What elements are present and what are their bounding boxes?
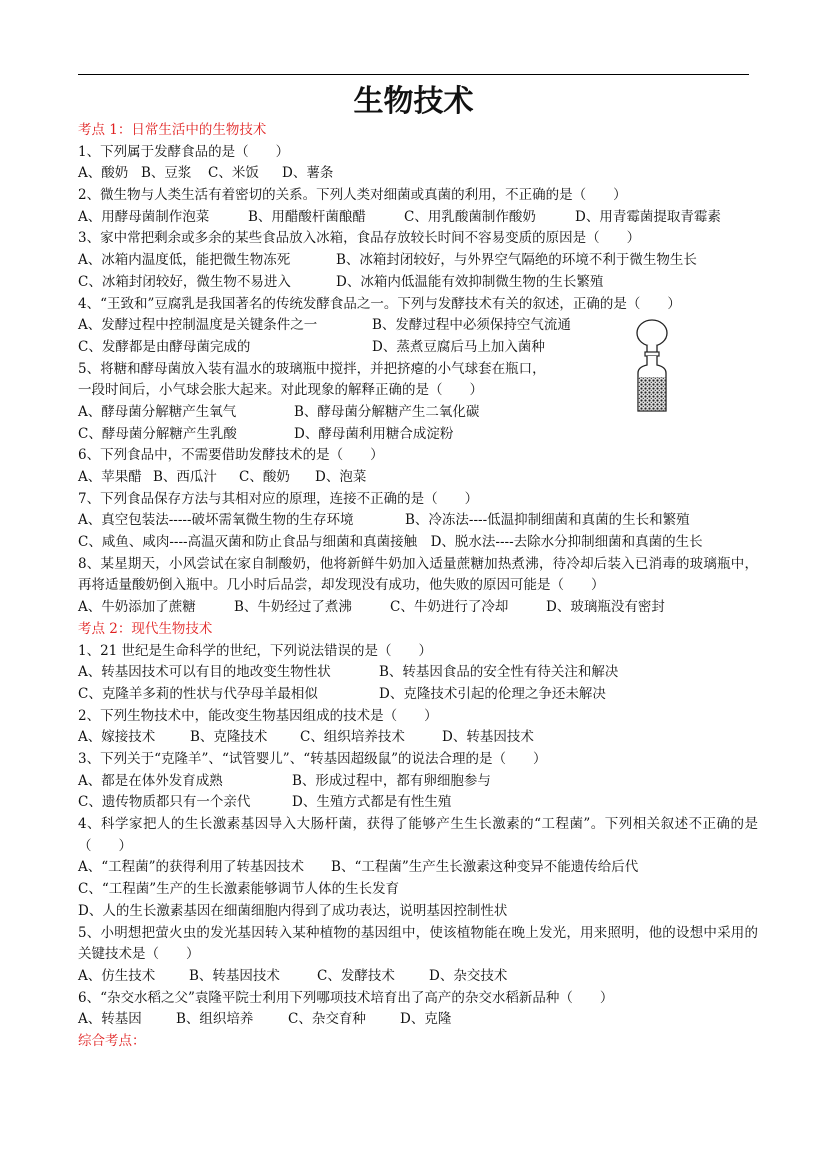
option: C、米饭: [208, 165, 259, 182]
option: A、用酵母菌制作泡菜: [78, 208, 210, 225]
option: D、克隆技术引起的伦理之争还未解决: [379, 685, 606, 702]
option: A、牛奶添加了蔗糖: [78, 599, 196, 616]
option: B、酵母菌分解糖产生二氧化碳: [294, 403, 480, 420]
option: D、克隆: [400, 1011, 452, 1028]
question-1-6: 6、下列食品中，不需要借助发酵技术的是（ ）: [78, 447, 384, 464]
option: D、冰箱内低温能有效抑制微生物的生长繁殖: [336, 273, 604, 290]
options-1-5a: [78, 402, 758, 424]
option: B、冷冻法----低温抑制细菌和真菌的生长和繁殖: [405, 512, 690, 529]
option: C、用乳酸菌制作酸奶: [404, 208, 536, 225]
option: A、嫁接技术: [78, 729, 156, 746]
page-title: 生物技术: [353, 84, 474, 119]
option: B、组织培养: [176, 1011, 254, 1028]
option: D、薯条: [282, 165, 334, 182]
options-1-7a: [78, 510, 758, 532]
question-1-4: 4、“王致和”豆腐乳是我国著名的传统发酵食品之一。下列与发酵技术有关的叙述，正确的是（ ）: [78, 295, 681, 312]
section-heading-3: 综合考点：: [78, 1032, 146, 1049]
option: B、豆浆: [141, 165, 192, 182]
option: C、组织培养技术: [300, 729, 405, 746]
option: C、冰箱封闭较好，微生物不易进入: [78, 273, 291, 290]
question-2-6: 6、“杂交水稻之父”袁隆平院士利用下列哪项技术培育出了高产的杂交水稻新品种（ ）: [78, 989, 614, 1006]
option: D、生殖方式都是有性生殖: [292, 794, 452, 811]
options-2-3a: [78, 771, 758, 793]
question-1-1: 1、下列属于发酵食品的是（ ）: [78, 143, 290, 160]
options-1-6: [78, 467, 758, 489]
options-2-6: [78, 1009, 758, 1031]
question-2-5: 5、小明想把萤火虫的发光基因转入某种植物的基因组中，使该植物能在晚上发光，用来照明，他的设想中采用的关键技术是（ ）: [78, 924, 758, 963]
section-heading-2: 考点 2：现代生物技术: [78, 620, 213, 637]
question-1-5-line1: 5、将糖和酵母菌放入装有温水的玻璃瓶中搅拌，并把挤瘪的小气球套在瓶口，: [78, 360, 546, 377]
options-1-1: [78, 163, 758, 185]
options-1-8: [78, 597, 758, 619]
option: D、蒸煮豆腐后马上加入菌种: [372, 338, 545, 355]
option: C、杂交育种: [288, 1011, 366, 1028]
question-1-8: 8、某星期天，小风尝试在家自制酸奶，他将新鲜牛奶加入适量蔗糖加热煮沸，待冷却后装入已消毒的玻璃瓶中，再将适量酸奶倒入瓶中。几小时后品尝，却发现没有成功，他失败的原因可能是（ ）: [78, 555, 758, 594]
options-2-4a: A、“工程菌”的获得利用了转基因技术 B、“工程菌”生产生长激素这种变异不能遗传给后代: [78, 859, 639, 876]
question-2-3: 3、下列关于“克隆羊”、“试管婴儿”、“转基因超级鼠”的说法合理的是（ ）: [78, 750, 547, 767]
option: A、酸奶: [78, 165, 129, 182]
option: A、都是在体外发育成熟: [78, 772, 223, 789]
options-1-5b: [78, 424, 758, 446]
option: B、发酵过程中必须保持空气流通: [372, 317, 571, 334]
option: C、牛奶进行了冷却: [390, 599, 509, 616]
question-1-2: 2、微生物与人类生活有着密切的关系。下列人类对细菌或真菌的利用，不正确的是（ ）: [78, 187, 627, 204]
option: A、苹果醋: [78, 469, 142, 485]
option: D、泡菜: [315, 469, 367, 485]
option: C、发酵技术: [317, 967, 395, 984]
option: C、酸奶: [239, 469, 290, 485]
options-1-4a: [78, 315, 758, 337]
options-2-3b: [78, 792, 758, 814]
options-2-5: [78, 966, 758, 988]
option: D、酵母菌利用糖合成淀粉: [294, 425, 454, 442]
document-body: [78, 120, 758, 1053]
option: A、转基因: [78, 1011, 142, 1028]
option: A、酵母菌分解糖产生氧气: [78, 403, 237, 420]
option: B、冰箱封闭较好，与外界空气隔绝的环境不利于微生物生长: [336, 252, 697, 269]
options-2-1b: [78, 684, 758, 706]
options-2-2: [78, 727, 758, 749]
question-1-5-line2: 一段时间后，小气球会胀大起来。对此现象的解释正确的是（ ）: [78, 382, 483, 399]
option: D、杂交技术: [429, 967, 508, 984]
options-1-7b: C、咸鱼、咸肉----高温灭菌和防止食品与细菌和真菌接触 D、脱水法----去除水分抑制细菌和真菌的生长: [78, 534, 703, 551]
option: A、冰箱内温度低，能把微生物冻死: [78, 252, 291, 269]
option: A、转基因技术可以有目的地改变生物性状: [78, 664, 331, 681]
option: B、转基因技术: [189, 967, 280, 984]
option: C、遗传物质都只有一个亲代: [78, 794, 251, 811]
option: A、真空包装法-----破坏需氧微生物的生存环境: [78, 512, 354, 529]
option: C、克隆羊多莉的性状与代孕母羊最相似: [78, 685, 318, 702]
option: B、用醋酸杆菌酿醋: [248, 208, 366, 225]
options-1-3a: [78, 250, 758, 272]
question-1-3: 3、家中常把剩余或多余的某些食品放入冰箱，食品存放较长时间不容易变质的原因是（ ）: [78, 230, 641, 247]
option: A、发酵过程中控制温度是关键条件之一: [78, 317, 318, 334]
options-1-3b: [78, 272, 758, 294]
option: D、用青霉菌提取青霉素: [575, 208, 721, 225]
question-1-7: 7、下列食品保存方法与其相对应的原理，连接不正确的是（ ）: [78, 490, 479, 507]
option: D、转基因技术: [442, 729, 534, 746]
option: C、发酵都是由酵母菌完成的: [78, 338, 251, 355]
option: B、牛奶经过了煮沸: [234, 599, 352, 616]
option: B、转基因食品的安全性有待关注和解决: [379, 664, 619, 681]
header-rule: [78, 74, 749, 75]
options-2-1a: [78, 662, 758, 684]
question-2-1: 1、21 世纪是生命科学的世纪，下列说法错误的是（ ）: [78, 642, 433, 659]
section-heading-1: 考点 1：日常生活中的生物技术: [78, 122, 267, 138]
option: A、仿生技术: [78, 967, 156, 984]
options-2-4d: D、人的生长激素基因在细菌细胞内得到了成功表达，说明基因控制性状: [78, 902, 508, 919]
question-2-4: 4、科学家把人的生长激素基因导入大肠杆菌，获得了能够产生生长激素的“工程菌”。下列相关叙述不正确的是（ ）: [78, 816, 758, 854]
question-2-2: 2、下列生物技术中，能改变生物基因组成的技术是（ ）: [78, 707, 438, 724]
options-1-2: [78, 207, 758, 229]
options-2-4c: C、“工程菌”生产的生长激素能够调节人体的生长发育: [78, 881, 400, 898]
option: B、克隆技术: [190, 729, 268, 746]
option: D、玻璃瓶没有密封: [546, 599, 665, 616]
option: B、形成过程中，都有卵细胞参与: [292, 772, 491, 789]
options-1-4b: [78, 337, 758, 359]
option: B、西瓜汁: [153, 469, 217, 485]
option: C、酵母菌分解糖产生乳酸: [78, 425, 237, 442]
